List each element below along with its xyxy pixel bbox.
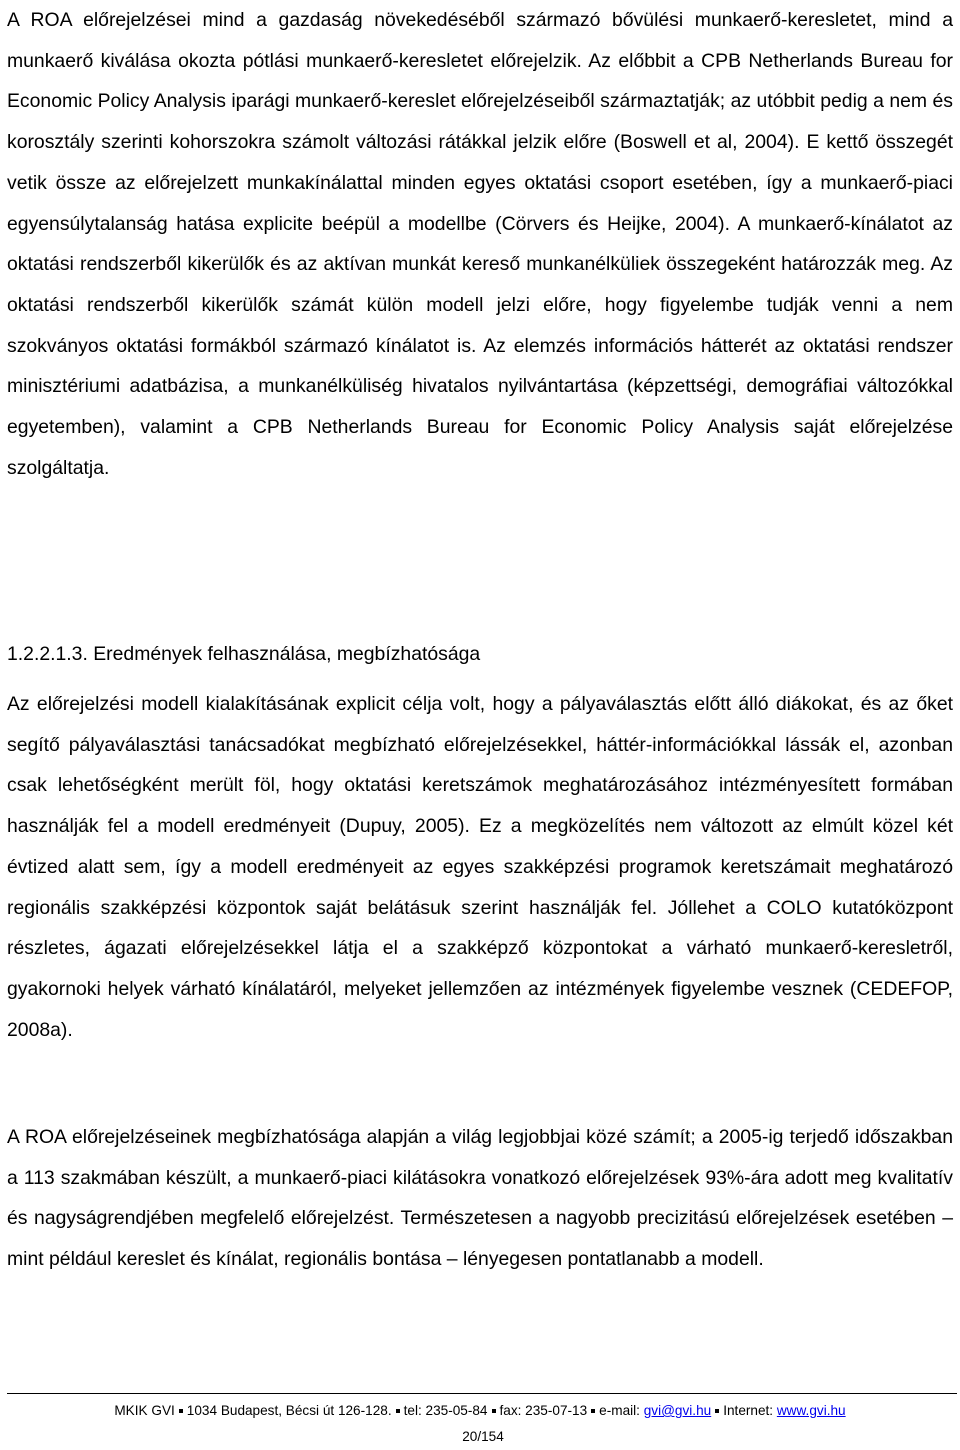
bullet-separator-icon xyxy=(715,1409,719,1413)
footer-internet-label: Internet: xyxy=(723,1403,774,1418)
bullet-separator-icon xyxy=(396,1409,400,1413)
bullet-separator-icon xyxy=(591,1409,595,1413)
body-paragraph: A ROA előrejelzéseinek megbízhatósága alapján a világ legjobbjai közé számít; a 2005-ig terjedő időszakban a 113 szakmában készült, a munkaerő-piaci kilátásokra vonatkozó előrejelzések 93%-ára adott meg kvalitatív és nagyságrendjében megfelelő előrejelzést. Természetesen a nagyobb precizitású előrejelzések esetében – mint például kereslet és kínálat, regionális bontása – lényegesen pontatlanabb a modell. xyxy=(7,1126,953,1271)
bullet-separator-icon xyxy=(492,1409,496,1413)
footer-email-label: e-mail: xyxy=(599,1403,640,1418)
footer-fax: fax: 235-07-13 xyxy=(499,1403,588,1418)
page-footer xyxy=(0,1398,960,1450)
section-heading: 1.2.2.1.3. Eredmények felhasználása, megbízhatósága xyxy=(7,643,481,665)
body-paragraph: A ROA előrejelzései mind a gazdaság növekedéséből származó bővülési munkaerő-keresletet, mind a munkaerő kiválása okozta pótlási munkaerő-keresletet előrejelzik. Az előbbit a CPB Netherlands Bureau for Economic Policy Analysis iparági munkaerő-kereslet előrejelzéseiből származtatják; az utóbbit pedig a nem és korosztály szerinti kohorszokra számolt változási rátákkal jelzik előre (Boswell et al, 2004). E kettő összegét vetik össze az előrejelzett munkakínálattal minden egyes oktatási csoport esetében, így a munkaerő-piaci egyensúlytalanság hatása explicite beépül a modellbe (Cörvers és Heijke, 2004). A munkaerő-kínálatot az oktatási rendszerből kikerülők és az aktívan munkát kereső munkanélküliek összegeként határozzák meg. Az oktatási rendszerből kikerülők számát külön modell jelzi előre, hogy figyelembe tudják venni a nem szokványos oktatási formákból származó kínálatot is. Az elemzés információs hátterét az oktatási rendszer minisztériumi adatbázisa, a munkanélküliség hivatalos nyilvántartása (képzettségi, demográfiai változókkal egyetemben), valamint a CPB Netherlands Bureau for Economic Policy Analysis saját előrejelzése szolgáltatja. xyxy=(7,9,953,479)
footer-org: MKIK GVI xyxy=(114,1403,175,1418)
footer-address: 1034 Budapest, Bécsi út 126-128. xyxy=(186,1403,392,1418)
footer-tel: tel: 235-05-84 xyxy=(403,1403,488,1418)
page-number: 20/154 xyxy=(462,1429,504,1444)
footer-divider xyxy=(7,1393,957,1394)
footer-website-link[interactable]: www.gvi.hu xyxy=(776,1403,846,1418)
footer-email-link[interactable]: gvi@gvi.hu xyxy=(643,1403,712,1418)
body-paragraph: Az előrejelzési modell kialakításának explicit célja volt, hogy a pályaválasztás előtt álló diákokat, és az őket segítő pályaválasztási tanácsadókat megbízható előrejelzésekkel, háttér-információkkal lássák el, azonban csak lehetőségként merült föl, hogy oktatási keretszámok meghatározásához intézményesített formában használják fel a modell eredményeit (Dupuy, 2005). Ez a megközelítés nem változott az elmúlt közel két évtized alatt sem, így a modell eredményeit az egyes szakképzési programok keretszámait meghatározó regionális szakképzési központok saját belátásuk szerint használják fel. Jóllehet a COLO kutatóközpont részletes, ágazati előrejelzésekkel látja el a szakképző központokat a várható munkaerő-keresletről, gyakornoki helyek várható kínálatáról, melyeket jellemzően az intézmények figyelembe vesznek (CEDEFOP, 2008a). xyxy=(7,693,953,1041)
footer-contact-line xyxy=(0,1398,960,1424)
bullet-separator-icon xyxy=(179,1409,183,1413)
